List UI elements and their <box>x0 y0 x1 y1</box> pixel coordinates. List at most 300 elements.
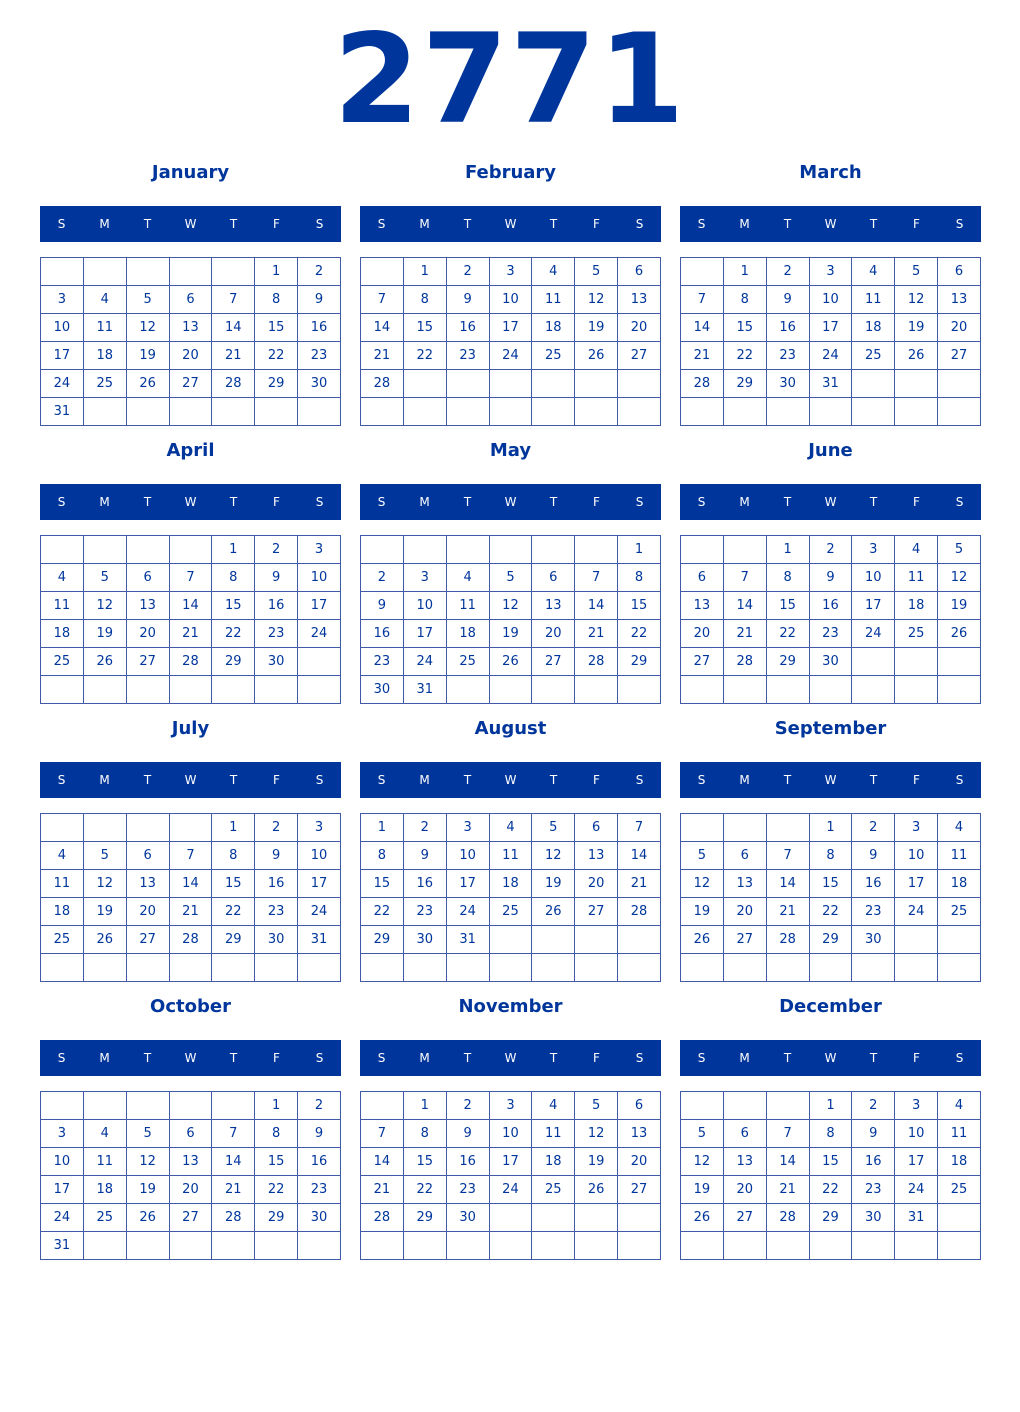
weekday-label: S <box>315 1051 324 1065</box>
day-cell: 17 <box>809 314 852 342</box>
weekday-label: F <box>273 773 280 787</box>
day-cell: 23 <box>446 342 489 370</box>
day-cell: 7 <box>169 564 212 592</box>
day-cell: 11 <box>83 1148 126 1176</box>
weekday-label: T <box>783 1051 792 1065</box>
empty-day-cell <box>618 398 661 426</box>
day-cell: 12 <box>489 592 532 620</box>
empty-day-cell <box>403 954 446 982</box>
day-cell: 18 <box>41 898 84 926</box>
day-cell: 9 <box>852 1120 895 1148</box>
empty-day-cell <box>83 1232 126 1260</box>
empty-day-cell <box>575 954 618 982</box>
day-cell: 11 <box>938 842 981 870</box>
day-cell: 11 <box>41 592 84 620</box>
day-cell: 10 <box>403 592 446 620</box>
day-cell: 30 <box>298 1204 341 1232</box>
weekday-header <box>360 1040 661 1076</box>
year-title: 2771 <box>333 8 687 152</box>
day-cell: 30 <box>255 926 298 954</box>
empty-day-cell <box>723 676 766 704</box>
day-cell: 3 <box>298 536 341 564</box>
day-cell: 20 <box>532 620 575 648</box>
week-row <box>41 286 341 314</box>
week-row <box>41 926 341 954</box>
day-cell: 21 <box>618 870 661 898</box>
empty-day-cell <box>126 676 169 704</box>
week-row <box>681 1232 981 1260</box>
day-cell: 26 <box>681 1204 724 1232</box>
day-cell: 27 <box>575 898 618 926</box>
empty-day-cell <box>532 926 575 954</box>
weekday-label: S <box>377 773 386 787</box>
day-cell: 25 <box>446 648 489 676</box>
day-cell: 13 <box>723 1148 766 1176</box>
day-cell: 10 <box>489 286 532 314</box>
day-cell: 1 <box>723 258 766 286</box>
empty-day-cell <box>532 536 575 564</box>
day-cell: 20 <box>681 620 724 648</box>
week-row <box>361 1232 661 1260</box>
weekday-label: S <box>57 773 66 787</box>
day-grid <box>40 535 341 704</box>
week-row <box>41 370 341 398</box>
weekday-label: T <box>783 495 792 509</box>
week-row <box>41 870 341 898</box>
empty-day-cell <box>681 814 724 842</box>
day-cell: 9 <box>446 286 489 314</box>
weekday-label: T <box>869 1051 878 1065</box>
week-row <box>41 1204 341 1232</box>
day-cell: 8 <box>723 286 766 314</box>
day-cell: 8 <box>766 564 809 592</box>
day-cell: 21 <box>681 342 724 370</box>
day-cell: 10 <box>489 1120 532 1148</box>
empty-day-cell <box>852 676 895 704</box>
week-row <box>41 842 341 870</box>
week-row <box>41 536 341 564</box>
weekday-label: M <box>99 217 110 231</box>
empty-day-cell <box>126 258 169 286</box>
day-cell: 18 <box>41 620 84 648</box>
day-cell: 1 <box>403 1092 446 1120</box>
day-cell: 31 <box>809 370 852 398</box>
weekday-label: W <box>504 495 517 509</box>
month-title: March <box>799 162 862 183</box>
day-cell: 24 <box>852 620 895 648</box>
empty-day-cell <box>446 954 489 982</box>
day-cell: 4 <box>532 258 575 286</box>
weekday-label: W <box>824 1051 837 1065</box>
month-title: February <box>464 162 557 183</box>
day-cell: 24 <box>41 370 84 398</box>
day-cell: 6 <box>618 1092 661 1120</box>
empty-day-cell <box>169 398 212 426</box>
day-cell: 18 <box>532 1148 575 1176</box>
empty-day-cell <box>938 926 981 954</box>
weekday-label: W <box>824 495 837 509</box>
day-cell: 2 <box>852 814 895 842</box>
week-row <box>41 564 341 592</box>
week-row <box>41 1120 341 1148</box>
week-row <box>681 814 981 842</box>
empty-day-cell <box>298 648 341 676</box>
day-cell: 16 <box>766 314 809 342</box>
empty-day-cell <box>41 676 84 704</box>
day-cell: 18 <box>895 592 938 620</box>
week-row <box>41 620 341 648</box>
week-row <box>681 1176 981 1204</box>
month-title: December <box>779 996 882 1017</box>
empty-day-cell <box>255 1232 298 1260</box>
empty-day-cell <box>169 258 212 286</box>
empty-day-cell <box>489 370 532 398</box>
day-cell: 16 <box>809 592 852 620</box>
month-title: July <box>171 718 210 739</box>
month-title: September <box>774 718 887 739</box>
day-cell: 27 <box>532 648 575 676</box>
day-cell: 21 <box>766 898 809 926</box>
week-row <box>681 1204 981 1232</box>
day-cell: 20 <box>723 898 766 926</box>
week-row <box>41 592 341 620</box>
empty-day-cell <box>446 370 489 398</box>
week-row <box>361 1176 661 1204</box>
day-cell: 22 <box>766 620 809 648</box>
week-row <box>361 286 661 314</box>
empty-day-cell <box>723 1092 766 1120</box>
day-cell: 9 <box>255 842 298 870</box>
day-cell: 24 <box>895 1176 938 1204</box>
day-cell: 6 <box>126 564 169 592</box>
day-cell: 20 <box>938 314 981 342</box>
day-cell: 3 <box>852 536 895 564</box>
day-cell: 8 <box>403 286 446 314</box>
day-cell: 7 <box>766 1120 809 1148</box>
day-cell: 20 <box>126 620 169 648</box>
weekday-label: S <box>377 495 386 509</box>
day-cell: 13 <box>723 870 766 898</box>
weekday-header <box>40 762 341 798</box>
weekday-label: W <box>184 217 197 231</box>
day-cell: 7 <box>681 286 724 314</box>
day-cell: 16 <box>446 1148 489 1176</box>
day-cell: 11 <box>852 286 895 314</box>
week-row <box>681 536 981 564</box>
day-cell: 14 <box>766 1148 809 1176</box>
day-cell: 12 <box>575 286 618 314</box>
day-cell: 22 <box>255 342 298 370</box>
empty-day-cell <box>489 1204 532 1232</box>
day-cell: 20 <box>618 1148 661 1176</box>
empty-day-cell <box>298 398 341 426</box>
day-cell: 12 <box>895 286 938 314</box>
day-cell: 7 <box>575 564 618 592</box>
day-cell: 17 <box>298 870 341 898</box>
empty-day-cell <box>938 1204 981 1232</box>
day-grid <box>360 813 661 982</box>
day-cell: 22 <box>212 620 255 648</box>
day-cell: 23 <box>361 648 404 676</box>
week-row <box>361 1204 661 1232</box>
day-cell: 5 <box>681 1120 724 1148</box>
day-cell: 1 <box>403 258 446 286</box>
day-cell: 19 <box>126 1176 169 1204</box>
day-cell: 9 <box>361 592 404 620</box>
week-row <box>681 1148 981 1176</box>
day-cell: 15 <box>361 870 404 898</box>
day-cell: 1 <box>618 536 661 564</box>
day-cell: 17 <box>489 314 532 342</box>
weekday-label: F <box>273 217 280 231</box>
day-cell: 18 <box>938 1148 981 1176</box>
day-cell: 25 <box>489 898 532 926</box>
day-cell: 10 <box>298 564 341 592</box>
day-cell: 31 <box>41 398 84 426</box>
weekday-label: S <box>315 773 324 787</box>
day-cell: 25 <box>938 1176 981 1204</box>
weekday-label: T <box>463 773 472 787</box>
week-row <box>681 620 981 648</box>
day-cell: 19 <box>83 898 126 926</box>
day-grid <box>40 1091 341 1260</box>
day-cell: 28 <box>212 1204 255 1232</box>
empty-day-cell <box>83 954 126 982</box>
day-cell: 6 <box>169 1120 212 1148</box>
weekday-label: F <box>913 1051 920 1065</box>
weekday-label: T <box>229 217 238 231</box>
day-cell: 21 <box>575 620 618 648</box>
day-cell: 19 <box>575 1148 618 1176</box>
weekday-label: T <box>783 217 792 231</box>
empty-day-cell <box>575 398 618 426</box>
empty-day-cell <box>169 1092 212 1120</box>
day-cell: 26 <box>681 926 724 954</box>
empty-day-cell <box>575 926 618 954</box>
weekday-label: W <box>824 217 837 231</box>
week-row <box>41 1176 341 1204</box>
day-cell: 19 <box>681 1176 724 1204</box>
day-cell: 30 <box>852 1204 895 1232</box>
weekday-label: F <box>593 495 600 509</box>
week-row <box>41 314 341 342</box>
weekday-label: S <box>57 495 66 509</box>
day-cell: 9 <box>403 842 446 870</box>
day-cell: 24 <box>298 898 341 926</box>
week-row <box>361 258 661 286</box>
week-row <box>41 398 341 426</box>
empty-day-cell <box>852 648 895 676</box>
weekday-label: F <box>273 495 280 509</box>
day-cell: 13 <box>618 1120 661 1148</box>
empty-day-cell <box>446 1232 489 1260</box>
day-cell: 30 <box>852 926 895 954</box>
empty-day-cell <box>532 1204 575 1232</box>
day-cell: 4 <box>446 564 489 592</box>
weekday-label: S <box>57 1051 66 1065</box>
week-row <box>681 398 981 426</box>
empty-day-cell <box>938 954 981 982</box>
day-cell: 27 <box>169 1204 212 1232</box>
weekday-label: F <box>593 1051 600 1065</box>
month-title: April <box>166 440 215 461</box>
day-cell: 2 <box>255 814 298 842</box>
day-cell: 6 <box>618 258 661 286</box>
day-cell: 28 <box>361 1204 404 1232</box>
day-cell: 22 <box>212 898 255 926</box>
weekday-label: M <box>419 217 430 231</box>
weekday-header <box>40 484 341 520</box>
day-cell: 23 <box>852 898 895 926</box>
day-cell: 3 <box>41 1120 84 1148</box>
day-cell: 10 <box>895 842 938 870</box>
weekday-label: T <box>143 1051 152 1065</box>
week-row <box>681 592 981 620</box>
day-cell: 16 <box>298 314 341 342</box>
day-cell: 21 <box>169 898 212 926</box>
weekday-label: F <box>913 773 920 787</box>
empty-day-cell <box>446 398 489 426</box>
day-cell: 17 <box>403 620 446 648</box>
empty-day-cell <box>575 676 618 704</box>
day-grid <box>360 257 661 426</box>
day-cell: 7 <box>361 286 404 314</box>
weekday-header <box>40 1040 341 1076</box>
week-row <box>681 954 981 982</box>
day-cell: 29 <box>723 370 766 398</box>
empty-day-cell <box>895 676 938 704</box>
week-row <box>41 814 341 842</box>
day-cell: 15 <box>212 870 255 898</box>
day-cell: 25 <box>83 1204 126 1232</box>
weekday-header <box>40 206 341 242</box>
weekday-label: W <box>504 217 517 231</box>
empty-day-cell <box>532 1232 575 1260</box>
empty-day-cell <box>938 676 981 704</box>
weekday-label: S <box>955 495 964 509</box>
day-cell: 9 <box>298 1120 341 1148</box>
empty-day-cell <box>446 676 489 704</box>
day-cell: 17 <box>298 592 341 620</box>
day-cell: 30 <box>298 370 341 398</box>
week-row <box>41 676 341 704</box>
week-row <box>361 314 661 342</box>
week-row <box>681 342 981 370</box>
day-cell: 4 <box>938 1092 981 1120</box>
empty-day-cell <box>766 954 809 982</box>
day-cell: 7 <box>212 1120 255 1148</box>
day-cell: 10 <box>446 842 489 870</box>
day-cell: 5 <box>532 814 575 842</box>
day-cell: 23 <box>809 620 852 648</box>
day-cell: 23 <box>255 898 298 926</box>
day-cell: 22 <box>809 1176 852 1204</box>
empty-day-cell <box>895 370 938 398</box>
day-cell: 17 <box>852 592 895 620</box>
week-row <box>41 1092 341 1120</box>
week-row <box>361 398 661 426</box>
empty-day-cell <box>895 648 938 676</box>
day-cell: 28 <box>212 370 255 398</box>
day-cell: 20 <box>169 1176 212 1204</box>
day-cell: 3 <box>298 814 341 842</box>
day-cell: 25 <box>895 620 938 648</box>
month-title: June <box>808 440 853 461</box>
weekday-label: T <box>463 1051 472 1065</box>
weekday-label: T <box>143 773 152 787</box>
empty-day-cell <box>255 954 298 982</box>
day-cell: 1 <box>255 258 298 286</box>
weekday-label: W <box>824 773 837 787</box>
day-cell: 23 <box>852 1176 895 1204</box>
empty-day-cell <box>403 536 446 564</box>
day-cell: 19 <box>532 870 575 898</box>
empty-day-cell <box>489 676 532 704</box>
day-cell: 4 <box>41 842 84 870</box>
day-cell: 13 <box>938 286 981 314</box>
weekday-label: W <box>504 1051 517 1065</box>
day-cell: 13 <box>618 286 661 314</box>
weekday-label: F <box>913 495 920 509</box>
empty-day-cell <box>489 398 532 426</box>
day-grid <box>360 1091 661 1260</box>
day-cell: 16 <box>255 870 298 898</box>
empty-day-cell <box>766 1232 809 1260</box>
day-cell: 29 <box>618 648 661 676</box>
day-cell: 28 <box>169 926 212 954</box>
empty-day-cell <box>126 536 169 564</box>
day-cell: 5 <box>895 258 938 286</box>
day-cell: 5 <box>126 286 169 314</box>
day-cell: 24 <box>489 1176 532 1204</box>
day-cell: 23 <box>446 1176 489 1204</box>
empty-day-cell <box>852 370 895 398</box>
empty-day-cell <box>169 536 212 564</box>
empty-day-cell <box>489 926 532 954</box>
empty-day-cell <box>532 676 575 704</box>
day-cell: 2 <box>255 536 298 564</box>
day-cell: 11 <box>489 842 532 870</box>
day-grid <box>680 1091 981 1260</box>
empty-day-cell <box>723 954 766 982</box>
empty-day-cell <box>298 1232 341 1260</box>
empty-day-cell <box>852 1232 895 1260</box>
empty-day-cell <box>41 258 84 286</box>
day-cell: 2 <box>298 258 341 286</box>
day-cell: 2 <box>361 564 404 592</box>
day-cell: 12 <box>575 1120 618 1148</box>
day-cell: 22 <box>255 1176 298 1204</box>
day-cell: 3 <box>41 286 84 314</box>
empty-day-cell <box>852 398 895 426</box>
empty-day-cell <box>938 370 981 398</box>
day-cell: 11 <box>41 870 84 898</box>
empty-day-cell <box>361 258 404 286</box>
day-cell: 26 <box>575 1176 618 1204</box>
week-row <box>361 592 661 620</box>
day-cell: 16 <box>403 870 446 898</box>
day-cell: 29 <box>212 926 255 954</box>
day-cell: 12 <box>938 564 981 592</box>
day-cell: 5 <box>938 536 981 564</box>
weekday-label: T <box>229 495 238 509</box>
day-cell: 23 <box>255 620 298 648</box>
weekday-label: T <box>869 773 878 787</box>
week-row <box>681 870 981 898</box>
day-cell: 22 <box>403 342 446 370</box>
day-cell: 8 <box>212 842 255 870</box>
day-cell: 10 <box>298 842 341 870</box>
